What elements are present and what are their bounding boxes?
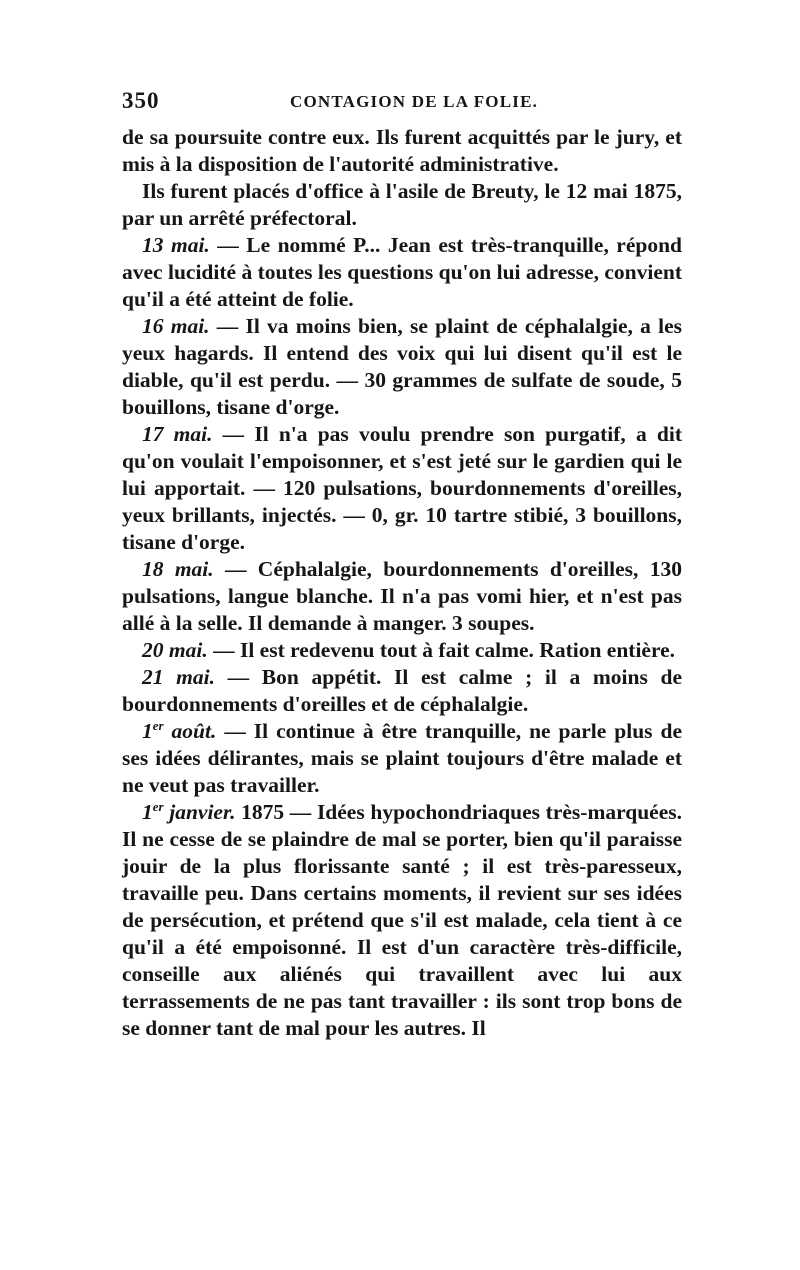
entry-date-ordinal: er [152,798,164,814]
paragraph-text: de sa poursuite contre eux. Ils furent acquittés par le jury, et mis à la disposition de l'autorité administrative. [122,125,682,176]
entry-21-mai [122,664,682,718]
page-number: 350 [122,88,160,113]
entry-date: 20 mai. [142,638,208,662]
entry-date [142,800,236,824]
entry-20-mai [122,637,682,664]
entry-text: — Le nommé P... Jean est très-tranquille, répond avec lucidité à toutes les questions qu'on lui adresse, convient qu'il a été atteint de folie. [122,233,682,311]
entry-date: 18 mai. [142,557,214,581]
entry-date-ordinal: er [152,717,164,733]
entry-date: 21 mai. [142,665,215,689]
entry-date-month: janvier. [163,800,236,824]
entry-date: 13 mai. [142,233,210,257]
entry-date-number: 1 [142,800,153,824]
paragraph-text: Ils furent placés d'office à l'asile de Breuty, le 12 mai 1875, par un arrêté préfectoral. [122,179,682,230]
entry-date-number: 1 [142,719,153,743]
entry-text: — Bon appétit. Il est calme ; il a moins de bourdonnements d'oreilles et de céphalalgie. [122,665,682,716]
entry-date: 16 mai. [142,314,210,338]
running-title: CONTAGION DE LA FOLIE. [290,92,539,111]
running-head [122,84,682,124]
entry-18-mai [122,556,682,637]
entry-1er-janvier [122,799,682,1042]
entry-date [142,719,216,743]
entry-text: — Il va moins bien, se plaint de céphalalgie, a les yeux hagards. Il entend des voix qui lui disent qu'il est le diable, qu'il est perdu. — 30 grammes de sulfate de soude, 5 bouillons, tisane d'orge. [122,314,682,419]
entry-16-mai [122,313,682,421]
entry-date-month: août. [163,719,217,743]
entry-text: — Il est redevenu tout à fait calme. Ration entière. [207,638,676,662]
body-text [122,124,682,1042]
entry-text: — Il n'a pas voulu prendre son purgatif, a dit qu'on voulait l'empoisonner, et s'est jeté sur le gardien qui le lui apportait. — 120 pulsations, bourdonnements d'oreilles, yeux brillants, injectés. — 0, gr. 10 tartre stibié, 3 bouillons, tisane d'orge. [122,422,682,554]
book-page [122,84,682,1194]
entry-text: — Céphalalgie, bourdonnements d'oreilles, 130 pulsations, langue blanche. Il n'a pas vomi hier, et n'est pas allé à la selle. Il demande à manger. 3 soupes. [122,557,682,635]
entry-text: 1875 — Idées hypochondriaques très-marquées. Il ne cesse de se plaindre de mal se porter, bien qu'il paraisse jouir de la plus florissante santé ; il est très-paresseux, travaille peu. Dans certains moments, il revient sur ses idées de persécution, et prétend que s'il est malade, cela tient à ce qu'il a été empoisonné. Il est d'un caractère très-difficile, conseille aux aliénés qui travaillent avec lui aux terrassements de ne pas tant travailler : ils sont trop bons de se donner tant de mal pour les autres. Il [122,800,682,1040]
entry-text: — Il continue à être tranquille, ne parle plus de ses idées délirantes, mais se plaint toujours d'être malade et ne veut pas travailler. [122,719,683,797]
paragraph-continuation [122,124,682,178]
paragraph-placement [122,178,682,232]
entry-17-mai [122,421,682,556]
entry-1er-aout [122,718,682,799]
entry-13-mai [122,232,682,313]
entry-date: 17 mai. [142,422,213,446]
